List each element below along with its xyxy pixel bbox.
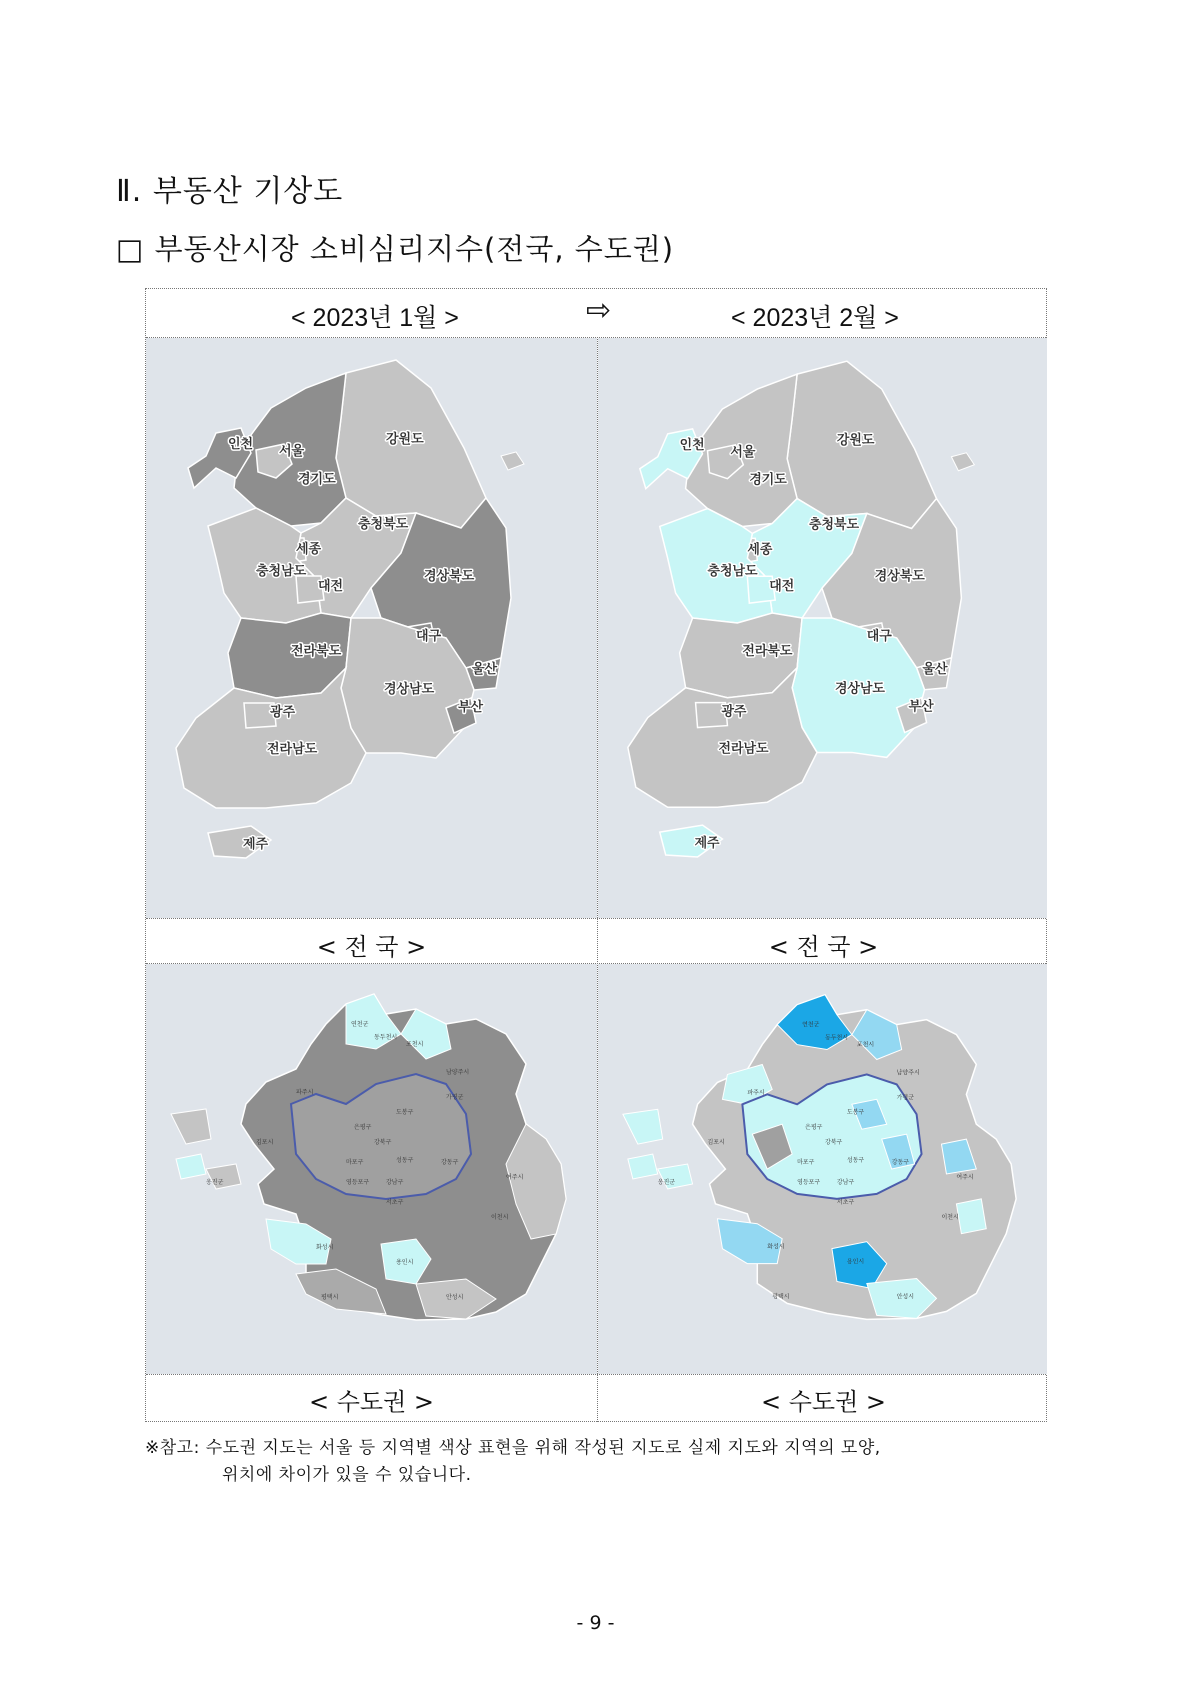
- svg-text:파주시: 파주시: [747, 1089, 765, 1097]
- svg-text:여주시: 여주시: [506, 1174, 524, 1181]
- island-shape: [951, 453, 974, 471]
- right-arrow-icon: ⇨: [586, 294, 612, 327]
- subsection-title: □ 부동산시장 소비심리지수(전국, 수도권): [116, 232, 675, 266]
- capital-map-january: [146, 964, 597, 1374]
- region-label-ulsan: 울산: [922, 661, 948, 677]
- region-label-gyeongbuk: 경상북도: [874, 569, 925, 585]
- period-label-january: < 2023년 1월 >: [291, 304, 459, 332]
- svg-text:강북구: 강북구: [824, 1139, 843, 1147]
- svg-text:연천군: 연천군: [351, 1021, 369, 1028]
- svg-text:용인시: 용인시: [396, 1259, 414, 1266]
- svg-text:파주시: 파주시: [296, 1089, 314, 1096]
- svg-text:옹진군: 옹진군: [206, 1179, 224, 1186]
- region-label-incheon: 인천: [679, 437, 705, 453]
- svg-text:동두천시: 동두천시: [374, 1034, 398, 1041]
- region-label-jeonbuk: 전라북도: [291, 644, 342, 659]
- svg-text:남양주시: 남양주시: [446, 1069, 470, 1076]
- svg-text:포천시: 포천시: [406, 1041, 424, 1048]
- svg-text:강북구: 강북구: [374, 1139, 392, 1146]
- row-divider: [146, 918, 1046, 919]
- caption-national-january: < 전 국 >: [316, 933, 427, 961]
- region-label-gyeonggi: 경기도: [298, 472, 336, 487]
- region-label-busan: 부산: [458, 700, 484, 715]
- region-label-gwangju: 광주: [270, 705, 296, 720]
- region-label-daejeon: 대전: [769, 579, 795, 595]
- svg-text:화성시: 화성시: [767, 1243, 785, 1251]
- region-label-chungnam: 충청남도: [256, 564, 307, 579]
- national-map-february: [598, 338, 1047, 918]
- caption-capital-february: < 수도권 >: [760, 1388, 887, 1416]
- capital-map-february: [598, 964, 1047, 1374]
- region-label-sejong: 세종: [296, 542, 322, 557]
- svg-text:이천시: 이천시: [941, 1213, 959, 1221]
- svg-text:서초구: 서초구: [386, 1199, 404, 1206]
- svg-text:가평군: 가평군: [446, 1094, 464, 1101]
- svg-text:용인시: 용인시: [846, 1258, 865, 1266]
- region-label-daejeon: 대전: [318, 579, 344, 594]
- svg-text:서초구: 서초구: [836, 1198, 855, 1206]
- region-label-busan: 부산: [908, 699, 934, 715]
- svg-text:은평구: 은평구: [805, 1124, 823, 1132]
- capital-region-shapes: [171, 994, 566, 1320]
- svg-text:도봉구: 도봉구: [846, 1109, 865, 1117]
- region-label-chungbuk: 충청북도: [358, 517, 409, 532]
- region-label-jeonbuk: 전라북도: [742, 643, 793, 659]
- svg-text:여주시: 여주시: [956, 1173, 974, 1181]
- svg-text:남양주시: 남양주시: [896, 1069, 920, 1077]
- section-title: Ⅱ. 부동산 기상도: [116, 174, 344, 209]
- svg-text:동두천시: 동두천시: [824, 1034, 849, 1042]
- svg-text:마포구: 마포구: [346, 1159, 364, 1166]
- region-label-gangwon: 강원도: [836, 432, 875, 448]
- table-header-row: [146, 289, 1046, 338]
- svg-text:이천시: 이천시: [491, 1214, 509, 1221]
- svg-text:연천군: 연천군: [802, 1021, 820, 1029]
- region-label-jeonnam: 전라남도: [718, 741, 769, 757]
- svg-text:강동구: 강동구: [891, 1159, 910, 1167]
- region-label-jeju: 제주: [694, 836, 720, 852]
- footnote: [145, 1435, 1055, 1489]
- svg-text:안성시: 안성시: [446, 1294, 464, 1301]
- footnote-line-2: 위치에 차이가 있을 수 있습니다.: [222, 1465, 472, 1485]
- region-label-gyeongnam: 경상남도: [834, 681, 885, 697]
- svg-text:마포구: 마포구: [797, 1159, 815, 1167]
- comparison-table: [145, 288, 1047, 1422]
- svg-text:김포시: 김포시: [256, 1139, 274, 1146]
- region-label-daegu: 대구: [866, 628, 892, 644]
- region-label-ulsan: 울산: [472, 662, 498, 677]
- page-number: - 9 -: [576, 1612, 615, 1634]
- svg-text:옹진군: 옹진군: [657, 1178, 676, 1186]
- region-label-seoul: 서울: [279, 444, 305, 459]
- region-label-sejong: 세종: [747, 542, 773, 558]
- period-label-february: < 2023년 2월 >: [731, 304, 899, 332]
- region-label-jeonnam: 전라남도: [267, 742, 318, 757]
- region-label-gyeonggi: 경기도: [749, 472, 787, 488]
- svg-text:은평구: 은평구: [354, 1124, 372, 1131]
- svg-text:강남구: 강남구: [386, 1179, 404, 1186]
- region-label-gangwon: 강원도: [386, 432, 424, 447]
- region-label-incheon: 인천: [228, 437, 254, 452]
- svg-text:강남구: 강남구: [836, 1178, 855, 1186]
- region-label-daegu: 대구: [416, 629, 442, 644]
- svg-text:도봉구: 도봉구: [396, 1109, 414, 1116]
- svg-text:평택시: 평택시: [321, 1294, 339, 1301]
- region-label-chungbuk: 충청북도: [809, 517, 860, 533]
- caption-capital-january: < 수도권 >: [308, 1388, 435, 1416]
- region-label-gyeongnam: 경상남도: [384, 682, 435, 697]
- svg-text:강동구: 강동구: [441, 1159, 459, 1166]
- row-divider: [146, 1374, 1046, 1375]
- region-label-seoul: 서울: [730, 444, 756, 460]
- svg-text:영등포구: 영등포구: [346, 1179, 370, 1186]
- region-label-jeju: 제주: [243, 837, 269, 852]
- svg-text:성동구: 성동구: [396, 1157, 414, 1164]
- svg-text:안성시: 안성시: [896, 1293, 914, 1301]
- svg-text:포천시: 포천시: [856, 1041, 875, 1049]
- svg-text:김포시: 김포시: [707, 1139, 725, 1147]
- island-shape: [501, 452, 524, 470]
- svg-text:화성시: 화성시: [316, 1244, 334, 1251]
- capital-region-shapes: [623, 995, 1016, 1320]
- region-label-chungnam: 충청남도: [707, 564, 758, 580]
- caption-national-february: < 전 국 >: [768, 933, 879, 961]
- svg-text:영등포구: 영등포구: [797, 1178, 821, 1186]
- svg-text:성동구: 성동구: [846, 1157, 865, 1165]
- national-map-january: [146, 338, 597, 918]
- footnote-line-1: ※참고: 수도권 지도는 서울 등 지역별 색상 표현을 위해 작성된 지도로 실제 지도와 지역의 모양,: [145, 1438, 881, 1458]
- svg-text:가평군: 가평군: [896, 1094, 914, 1102]
- region-label-gwangju: 광주: [721, 704, 747, 720]
- svg-text:평택시: 평택시: [772, 1293, 790, 1301]
- region-label-gyeongbuk: 경상북도: [424, 569, 475, 584]
